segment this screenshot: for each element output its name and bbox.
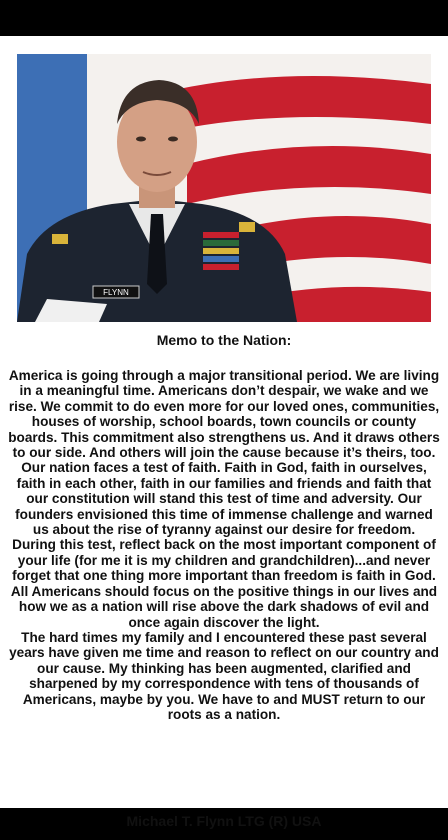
medal-ribbons xyxy=(203,232,239,270)
memo-body xyxy=(8,368,440,722)
portrait-illustration xyxy=(17,54,431,322)
memo-title: Memo to the Nation: xyxy=(156,332,292,348)
memo-paragraph: The hard times my family and I encountered these past several years have given me time and reason to reflect on our country and our cause. My thinking has been augmented, clarified and sharpened by my correspondence with tens of thousands of Americans, maybe by you. We have to and MUST return to our roots as a nation. xyxy=(9,629,439,722)
portrait-photo xyxy=(17,54,431,322)
rank-insignia-right xyxy=(239,222,255,232)
signature: Michael T. Flynn LTG (R) USA xyxy=(126,813,322,829)
rank-insignia-left xyxy=(52,234,68,244)
nametag-text: FLYNN xyxy=(103,288,129,297)
memo-paragraph: During this test, reflect back on the most important component of your life (for me it is my children and grandchildren)...and never forget that one thing more important than freedom is faith in God. All Americans should focus on the positive things in our lives and how we as a nation will rise above the dark shadows of evil and once again discover the light. xyxy=(10,537,438,630)
memo-card xyxy=(0,36,448,829)
memo-paragraph: America is going through a major transitional period. We are living in a meaningful time. Americans don’t despair, we wake and we rise. We commit to do even more for our loved ones, communities, houses of worship, school boards, town councils or county boards. This commitment also strengthens us. And it draws others to our side. And others will join the cause because it’s theirs, too. xyxy=(8,368,440,461)
memo-paragraph: Our nation faces a test of faith. Faith in God, faith in ourselves, faith in each other, faith in our families and friends and faith that our constitution will stand this test of time and adversity. Our founders envisioned this time of immense challenge and warned us about the rise of tyranny against our desire for freedom. xyxy=(15,460,433,538)
